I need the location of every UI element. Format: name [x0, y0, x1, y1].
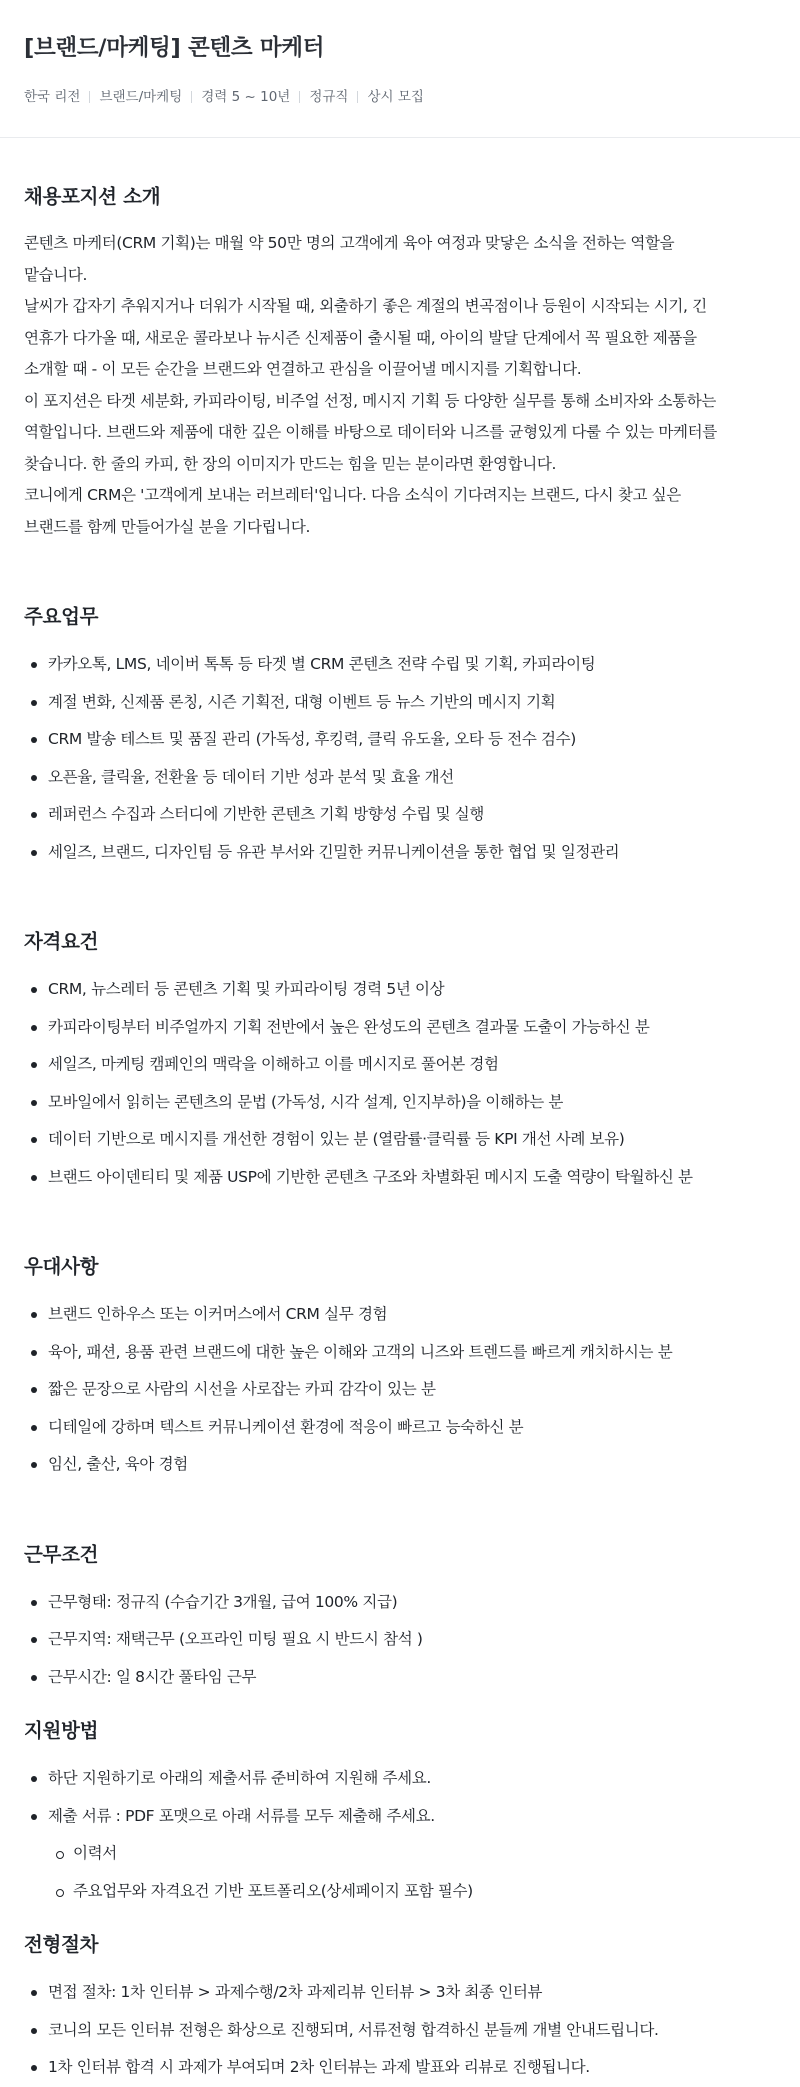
intro-line: 이 포지션은 타겟 세분화, 카피라이팅, 비주얼 선정, 메시지 기획 등 다양한 실무를 통해 소비자와 소통하는 [24, 391, 716, 410]
list-item: 1차 인터뷰 합격 시 과제가 부여되며 2차 인터뷰는 과제 발표와 리뷰로 진행됩니다. [24, 2049, 776, 2087]
list-item: 세일즈, 마케팅 캠페인의 맥락을 이해하고 이를 메시지로 풀어본 경험 [24, 1046, 776, 1084]
list-item: 근무시간: 일 8시간 풀타임 근무 [24, 1659, 776, 1697]
list-item: 육아, 패션, 용품 관련 브랜드에 대한 높은 이해와 고객의 니즈와 트렌드를 빠르게 캐치하시는 분 [24, 1334, 776, 1372]
meta-divider [89, 91, 90, 103]
job-content [0, 183, 800, 2087]
preferred-title: 우대사항 [24, 1255, 99, 1278]
list-item: 레퍼런스 수집과 스터디에 기반한 콘텐츠 기획 방향성 수립 및 실행 [24, 796, 776, 834]
process-section [24, 1931, 776, 2087]
list-item: 면접 절차: 1차 인터뷰 > 과제수행/2차 과제리뷰 인터뷰 > 3차 최종 인터뷰 [24, 1974, 776, 2012]
list-item: 브랜드 인하우스 또는 이커머스에서 CRM 실무 경험 [24, 1296, 776, 1334]
list-item: 카카오톡, LMS, 네이버 톡톡 등 타겟 별 CRM 콘텐츠 전략 수립 및 기획, 카피라이팅 [24, 646, 776, 684]
list-item: 코니의 모든 인터뷰 전형은 화상으로 진행되며, 서류전형 합격하신 분들께 개별 안내드립니다. [24, 2012, 776, 2050]
meta-divider [357, 91, 358, 103]
list-item: CRM, 뉴스레터 등 콘텐츠 기획 및 카피라이팅 경력 5년 이상 [24, 971, 776, 1009]
list-item: 하단 지원하기로 아래의 제출서류 준비하여 지원해 주세요. [24, 1760, 776, 1798]
meta-category: 브랜드/마케팅 [99, 89, 183, 105]
intro-line: 브랜드를 함께 만들어가실 분을 기다립니다. [24, 517, 311, 536]
apply-title: 지원방법 [24, 1719, 99, 1742]
meta-employment-type: 정규직 [309, 89, 349, 105]
meta-recruit-status: 상시 모집 [367, 89, 424, 105]
apply-section [24, 1717, 776, 1910]
list-item: 세일즈, 브랜드, 디자인팀 등 유관 부서와 긴밀한 커뮤니케이션을 통한 협업 및 일정관리 [24, 834, 776, 872]
meta-region: 한국 리전 [24, 89, 81, 105]
intro-line: 코니에게 CRM은 '고객에게 보내는 러브레터'입니다. 다음 소식이 기다려지는 브랜드, 다시 찾고 싶은 [24, 486, 681, 504]
intro-line: 연휴가 다가올 때, 새로운 콜라보나 뉴시즌 신제품이 출시될 때, 아이의 발달 단계에서 꼭 필요한 제품을 [24, 328, 697, 347]
list-item: 짧은 문장으로 사람의 시선을 사로잡는 카피 감각이 있는 분 [24, 1371, 776, 1409]
requirements-list [24, 971, 776, 1196]
duties-section [24, 603, 776, 871]
duties-list [24, 646, 776, 871]
duties-title: 주요업무 [24, 605, 99, 628]
intro-line: 찾습니다. 한 줄의 카피, 한 장의 이미지가 만드는 힘을 믿는 분이라면 환영합니다. [24, 454, 557, 473]
list-item: 근무형태: 정규직 (수습기간 3개월, 급여 100% 지급) [24, 1584, 776, 1622]
intro-section [24, 183, 776, 543]
list-item: 임신, 출산, 육아 경험 [24, 1446, 776, 1484]
intro-title: 채용포지션 소개 [24, 185, 161, 208]
conditions-section [24, 1541, 776, 1697]
apply-list [24, 1760, 776, 1910]
intro-line: 콘텐츠 마케터(CRM 기획)는 매월 약 50만 명의 고객에게 육아 여정과 맞닿은 소식을 전하는 역할을 [24, 234, 675, 252]
meta-divider [191, 91, 192, 103]
requirements-section [24, 928, 776, 1196]
list-item: 카피라이팅부터 비주얼까지 기획 전반에서 높은 완성도의 콘텐츠 결과물 도출이 가능하신 분 [24, 1009, 776, 1047]
list-item: 모바일에서 읽히는 콘텐츠의 문법 (가독성, 시각 설계, 인지부하)을 이해하는 분 [24, 1084, 776, 1122]
conditions-list [24, 1584, 776, 1697]
intro-line: 날씨가 갑자기 추워지거나 더워가 시작될 때, 외출하기 좋은 계절의 변곡점이나 등원이 시작되는 시기, 긴 [24, 297, 707, 315]
conditions-title: 근무조건 [24, 1542, 99, 1566]
requirements-title: 자격요건 [24, 930, 99, 953]
intro-line: 소개할 때 - 이 모든 순간을 브랜드와 연결하고 관심을 이끌어낼 메시지를 기획합니다. [24, 360, 582, 378]
preferred-section [24, 1253, 776, 1484]
list-item: 근무지역: 재택근무 (오프라인 미팅 필요 시 반드시 참석 ) [24, 1621, 776, 1659]
job-title: [브랜드/마케팅] 콘텐츠 마케터 [24, 35, 325, 61]
intro-paragraph [24, 228, 776, 543]
intro-line: 역할입니다. 브랜드와 제품에 대한 깊은 이해를 바탕으로 데이터와 니즈를 균형있게 다룰 수 있는 마케터를 [24, 423, 717, 441]
preferred-list [24, 1296, 776, 1484]
list-item: 계절 변화, 신제품 론칭, 시즌 기획전, 대형 이벤트 등 뉴스 기반의 메시지 기획 [24, 684, 776, 722]
list-item: 데이터 기반으로 메시지를 개선한 경험이 있는 분 (열람률·클릭률 등 KPI 개선 사례 보유) [24, 1121, 776, 1159]
sub-list-item: 주요업무와 자격요건 기반 포트폴리오(상세페이지 포함 필수) [24, 1873, 776, 1911]
intro-line: 맡습니다. [24, 265, 88, 284]
list-item: 브랜드 아이덴티티 및 제품 USP에 기반한 콘텐츠 구조와 차별화된 메시지 도출 역량이 탁월하신 분 [24, 1159, 776, 1197]
list-item: 디테일에 강하며 텍스트 커뮤니케이션 환경에 적응이 빠르고 능숙하신 분 [24, 1409, 776, 1447]
list-item: 제출 서류 : PDF 포맷으로 아래 서류를 모두 제출해 주세요. [24, 1798, 776, 1836]
job-meta [24, 87, 776, 107]
meta-experience: 경력 5 ~ 10년 [201, 89, 291, 105]
sub-list-item: 이력서 [24, 1835, 776, 1873]
process-list [24, 1974, 776, 2087]
meta-divider [299, 91, 300, 103]
list-item: 오픈율, 클릭율, 전환율 등 데이터 기반 성과 분석 및 효율 개선 [24, 759, 776, 797]
process-title: 전형절차 [24, 1933, 99, 1956]
list-item: CRM 발송 테스트 및 품질 관리 (가독성, 후킹력, 클릭 유도율, 오타 등 전수 검수) [24, 721, 776, 759]
job-header [0, 0, 800, 138]
